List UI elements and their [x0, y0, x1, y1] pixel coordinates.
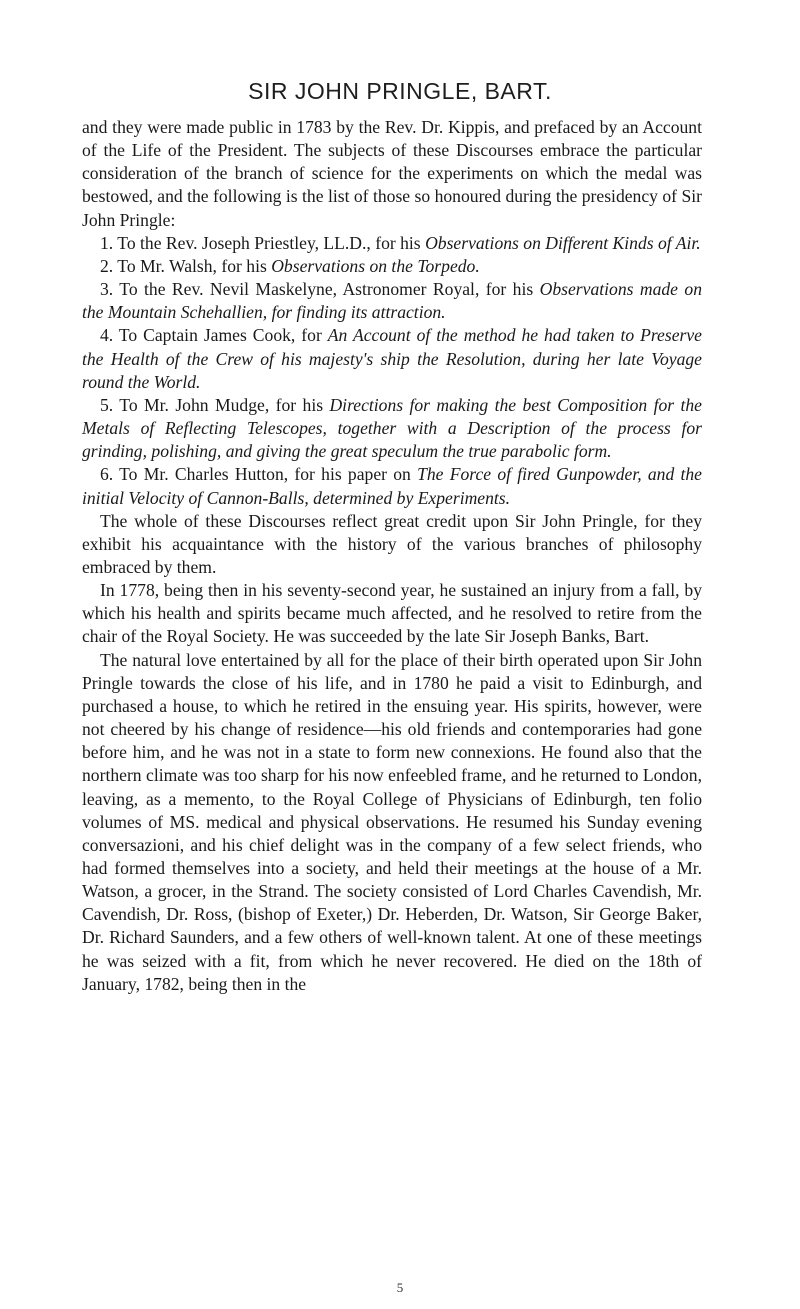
award-work-title: Observations on the Torpedo. — [271, 255, 480, 276]
award-work-title: An Account of the method he had taken to Preserve the Health of the Crew of his majesty's ship the Resolution, during her late Voyage round the World. — [82, 325, 702, 392]
award-item-4: 4. To Captain James Cook, for An Account of the method he had taken to Preserve the Health of the Crew of his majesty's ship the Resolution, during her late Voyage round the World. — [82, 325, 702, 392]
running-head: SIR JOHN PRINGLE, BART. — [248, 78, 552, 104]
paragraph: The natural love entertained by all for the place of their birth operated upon Sir John Pringle towards the close of his life, and in 1780 he paid a visit to Edinburgh, and purchased a house, to which he retired in the ensuing year. His spirits, however, were not cheered by his change of residence—his old friends and contemporaries had gone before him, and he was not in a state to form new connexions. He found also that the northern climate was too sharp for his now enfeebled frame, and he returned to London, leaving, as a memento, to the Royal College of Physicians of Edinburgh, ten folio volumes of MS. medical and physical observations. He resumed his Sunday evening conversazioni, and his chief delight was in the company of a few select friends, who had formed themselves into a society, and held their meetings at the house of a Mr. Watson, a grocer, in the Strand. The society consisted of Lord Charles Cavendish, Mr. Cavendish, Dr. Ross, (bishop of Exeter,) Dr. Heberden, Dr. Watson, Sir George Baker, Dr. Richard Saunders, and a few others of well-known talent. At one of these meetings he was seized with a fit, from which he never recovered. He died on the 18th of January, 1782, being then in the — [82, 649, 702, 994]
opening-paragraph: and they were made public in 1783 by the Rev. Dr. Kippis, and prefaced by an Account of the Life of the President. The subjects of these Discourses embrace the particular consideration of the branch of science for the experiments on which the medal was bestowed, and the following is the list of those so honoured during the presidency of Sir John Pringle: — [82, 117, 702, 230]
award-work-title: Observations made on the Mountain Schehallien, for finding its attraction. — [82, 279, 702, 323]
award-item-6: 6. To Mr. Charles Hutton, for his paper on The Force of fired Gunpowder, and the initial Velocity of Cannon-Balls, determined by Experiments. — [82, 464, 702, 508]
page-number: 5 — [396, 1280, 404, 1295]
award-item-2: 2. To Mr. Walsh, for his Observations on the Torpedo. — [100, 255, 480, 276]
award-item-3: 3. To the Rev. Nevil Maskelyne, Astronomer Royal, for his Observations made on the Mountain Schehallien, for finding its attraction. — [82, 279, 702, 323]
paragraph: The whole of these Discourses reflect great credit upon Sir John Pringle, for they exhibit his acquaintance with the history of the various branches of philosophy embraced by them. — [82, 510, 702, 577]
body-text — [82, 116, 702, 996]
award-work-title: Directions for making the best Composition for the Metals of Reflecting Telescopes, together with a Description of the process for grinding, polishing, and giving the great speculum the true parabolic form. — [82, 394, 702, 462]
award-item-1: 1. To the Rev. Joseph Priestley, LL.D., for his Observations on Different Kinds of Air. — [100, 232, 701, 253]
award-work-title: The Force of fired Gunpowder, and the initial Velocity of Cannon-Balls, determined by Experiments. — [82, 464, 702, 508]
award-work-title: Observations on Different Kinds of Air. — [425, 232, 701, 253]
award-item-5: 5. To Mr. John Mudge, for his Directions for making the best Composition for the Metals of Reflecting Telescopes, together with a Description of the process for grinding, polishing, and giving the great speculum the true parabolic form. — [82, 394, 702, 462]
paragraph: In 1778, being then in his seventy-second year, he sustained an injury from a fall, by which his health and spirits became much affected, and he resolved to retire from the chair of the Royal Society. He was succeeded by the late Sir Joseph Banks, Bart. — [82, 580, 702, 647]
